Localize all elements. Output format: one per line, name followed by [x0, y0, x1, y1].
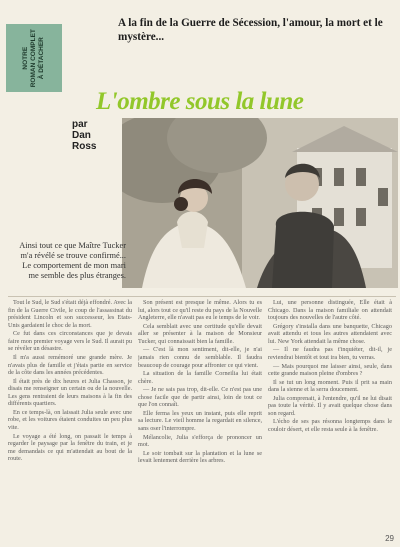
paragraph: Mélancolie, Julia s'efforça de prononcer un mot. [138, 433, 262, 449]
paragraph: Tout le Sud, le Sud s'était déjà effondré. Avec la fin de la Guerre Civile, le coup de l'assassinat du président Lincoln et son successeur, les Etats-Unis gardaient le choc de la mort. [8, 299, 132, 329]
paragraph: — Mais pourquoi me laisser ainsi, seule, dans cette grande maison pleine d'ombres ? [268, 362, 392, 378]
paragraph: — Il ne faudra pas t'inquiéter, dit-il, je reviendrai bientôt et tout ira bien, tu verras. [268, 346, 392, 361]
paragraph: — Je ne sais pas trop, dit-elle. Ce n'est pas une chose facile que de partir ainsi, loin de tout ce que l'on connaît. [138, 386, 262, 409]
page-number: 29 [385, 534, 394, 543]
byline [72, 119, 118, 152]
story-title: L'ombre sous la lune [96, 88, 304, 115]
article-column-1 [8, 299, 132, 539]
paragraph: Ce fut dans ces circonstances que je devais faire mon premier voyage vers le Sud. Il aurait pu se révéler un désastre. [8, 330, 132, 353]
kicker-headline: A la fin de la Guerre de Sécession, l'amour, la mort et le mystère... [118, 17, 383, 43]
paragraph: L'écho de ses pas résonna longtemps dans le couloir désert, et elle resta seule à la fenêtre. [268, 418, 392, 433]
tag-line: ROMAN COMPLET [29, 28, 37, 88]
paragraph: En ce temps-là, on laissait Julia seule avec une robe, et les voitures étaient conduites un peu plus vite. [8, 408, 132, 431]
paragraph: Grégory s'installa dans une banquette, Chicago avait attendu et tous les autres attendaient avec lui. New York attendait la même chose. [268, 322, 392, 345]
paragraph: Le voyage a été long, on passait le temps à regarder le paysage par la fenêtre du train, et je me demandais ce qui m'attendait au bout de la route. [8, 432, 132, 463]
novel-tag-text [22, 29, 46, 87]
novel-tag [6, 24, 62, 92]
article-columns [8, 299, 392, 539]
illustration-photo-art [122, 118, 398, 288]
article-column-3 [268, 299, 392, 539]
article-column-2 [138, 299, 262, 539]
paragraph: — C'est là mon sentiment, dit-elle, je n'ai jamais rien connu de semblable. Il faudra beaucoup de courage pour affronter ce qui vient. [138, 346, 262, 369]
illustration-photo [122, 118, 398, 288]
byline-par: par [72, 119, 88, 130]
paragraph: Julia comprenait, à l'entendre, qu'il ne lui disait pas toute la vérité. Il y avait quelque chose dans son regard. [268, 394, 392, 417]
paragraph: Elle ferma les yeux un instant, puis elle reprit sa lecture. Le vieil homme la regardait en silence, sans oser l'interrompre. [138, 409, 262, 432]
tag-line: NOTRE [21, 46, 29, 70]
paragraph: La situation de la famille Corneilia lui était chère. [138, 370, 262, 385]
byline-author: Dan Ross [72, 130, 97, 152]
paragraph: Il se tut un long moment. Puis il prit sa main dans la sienne et la serra doucement. [268, 378, 392, 394]
paragraph: Il m'a aussi remémoré une grande mère. Je n'avais plus de famille et j'étais partie en service de la côte dans les années précédentes. [8, 353, 132, 377]
paragraph: Le soir tombait sur la plantation et la lune se levait lentement derrière les arbres. [138, 449, 262, 465]
tag-line: À DÉTACHER [38, 36, 46, 80]
divider [8, 296, 396, 297]
paragraph: Son présent est presque le même. Alors tu es lui, alors tout ce qu'il reste du pays de la Nouvelle Angleterre, elle n'avait pas eu le temps de le voir. [138, 299, 262, 322]
photo-caption: Ainsi tout ce que Maître Tucker m'a révélé se trouve confirmé... Le comportement de mon mari me semble des plus étranges. [19, 241, 126, 280]
paragraph: Il était près de dix heures et Julia Chasson, je disais me renseigner un certain ou de la nouvelle. Les gens rentraient de leurs maisons à la fin des différents quartiers. [8, 377, 132, 408]
paragraph: Cela semblait avec une certitude qu'elle devait aller se présenter à la maison de Monsieur Tucker, qui connaissait bien la famille. [138, 322, 262, 345]
paragraph: Lui, une personne distinguée, Elle était à Chicago. Dans la maison familiale on attendait toujours des nouvelles de l'autre côté. [268, 299, 392, 322]
